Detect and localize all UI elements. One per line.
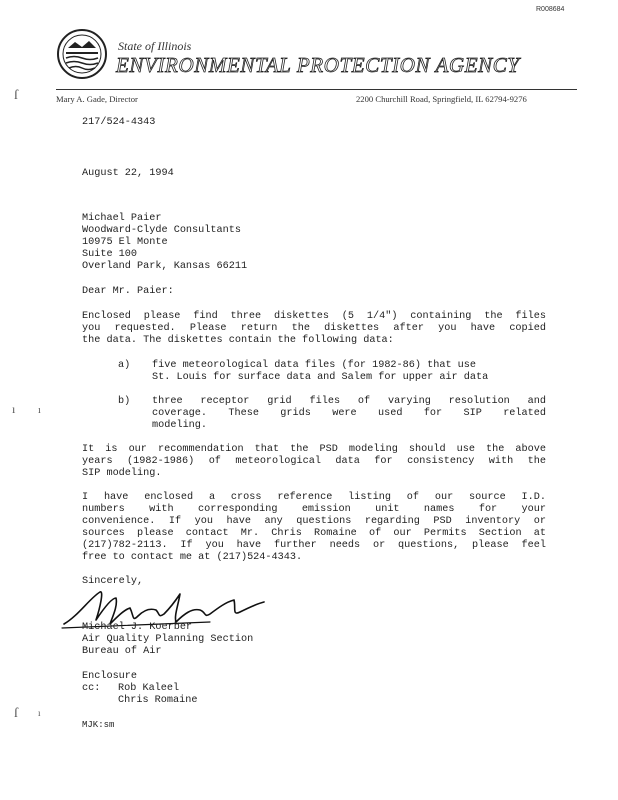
agency-seal-logo bbox=[56, 28, 108, 80]
margin-mark-middle: ı bbox=[12, 402, 16, 416]
typist-initials: MJK:sm bbox=[82, 720, 115, 730]
state-name: State of Illinois bbox=[118, 39, 192, 53]
closing: Sincerely, bbox=[82, 576, 144, 587]
cc-label: cc: bbox=[82, 683, 101, 694]
body-line: years (1982-1986) of meteorological data for consistency with the bbox=[82, 456, 546, 467]
margin-mark-top: ſ bbox=[14, 88, 18, 103]
body-line: the data. The diskettes contain the following data: bbox=[82, 335, 394, 346]
letter-date: August 22, 1994 bbox=[82, 168, 174, 179]
body-line: I have enclosed a cross reference listing of our source I.D. bbox=[82, 492, 546, 503]
body-line: sources please contact Mr. Chris Romaine of our Permits Section at bbox=[82, 528, 546, 539]
recipient-line: Suite 100 bbox=[82, 249, 138, 260]
list-item-line: St. Louis for surface data and Salem for upper air data bbox=[152, 372, 489, 383]
agency-name: ENVIRONMENTAL PROTECTION AGENCY bbox=[116, 53, 520, 77]
margin-mark-bottom: ſ bbox=[14, 706, 18, 721]
document-id: R008684 bbox=[536, 6, 565, 13]
margin-mark-middle-right: ı bbox=[38, 405, 41, 416]
body-line: It is our recommendation that the PSD modeling should use the above bbox=[82, 444, 546, 455]
margin-mark-bottom-right: ı bbox=[38, 708, 41, 718]
recipient-line: Michael Paier bbox=[82, 213, 162, 224]
salutation: Dear Mr. Paier: bbox=[82, 286, 174, 297]
body-line: (217)782-2113. If you have further needs or questions, please feel bbox=[82, 540, 546, 551]
list-item-line: three receptor grid files of varying resolution and bbox=[152, 396, 546, 407]
director-name: Mary A. Gade, Director bbox=[56, 94, 138, 104]
body-line: numbers with corresponding emission unit names for your bbox=[82, 504, 546, 515]
enclosure-note: Enclosure bbox=[82, 671, 138, 682]
list-marker: a) bbox=[118, 360, 131, 371]
recipient-line: Woodward-Clyde Consultants bbox=[82, 225, 241, 236]
signer-bureau: Bureau of Air bbox=[82, 646, 162, 657]
list-item-line: coverage. These grids were used for SIP related bbox=[152, 408, 546, 419]
letterhead-rule bbox=[56, 89, 577, 90]
body-line: convenience. If you have any questions regarding PSD inventory or bbox=[82, 516, 546, 527]
list-marker: b) bbox=[118, 396, 131, 407]
agency-address: 2200 Churchill Road, Springfield, IL 62794-9276 bbox=[356, 94, 527, 104]
list-item-line: modeling. bbox=[152, 420, 208, 431]
recipient-line: 10975 El Monte bbox=[82, 237, 168, 248]
list-item-line: five meteorological data files (for 1982-86) that use bbox=[152, 360, 477, 371]
body-line: free to contact me at (217)524-4343. bbox=[82, 552, 303, 563]
body-line: you requested. Please return the diskettes after you have copied bbox=[82, 323, 546, 334]
signer-section: Air Quality Planning Section bbox=[82, 634, 254, 645]
cc-recipient: Chris Romaine bbox=[118, 695, 198, 706]
signer-name: Michael J. Koerber bbox=[82, 622, 193, 633]
body-line: SIP modeling. bbox=[82, 468, 162, 479]
recipient-line: Overland Park, Kansas 66211 bbox=[82, 261, 248, 272]
cc-recipient: Rob Kaleel bbox=[118, 683, 180, 694]
body-line: Enclosed please find three diskettes (5 1/4") containing the files bbox=[82, 311, 546, 322]
phone-number: 217/524-4343 bbox=[82, 117, 156, 128]
